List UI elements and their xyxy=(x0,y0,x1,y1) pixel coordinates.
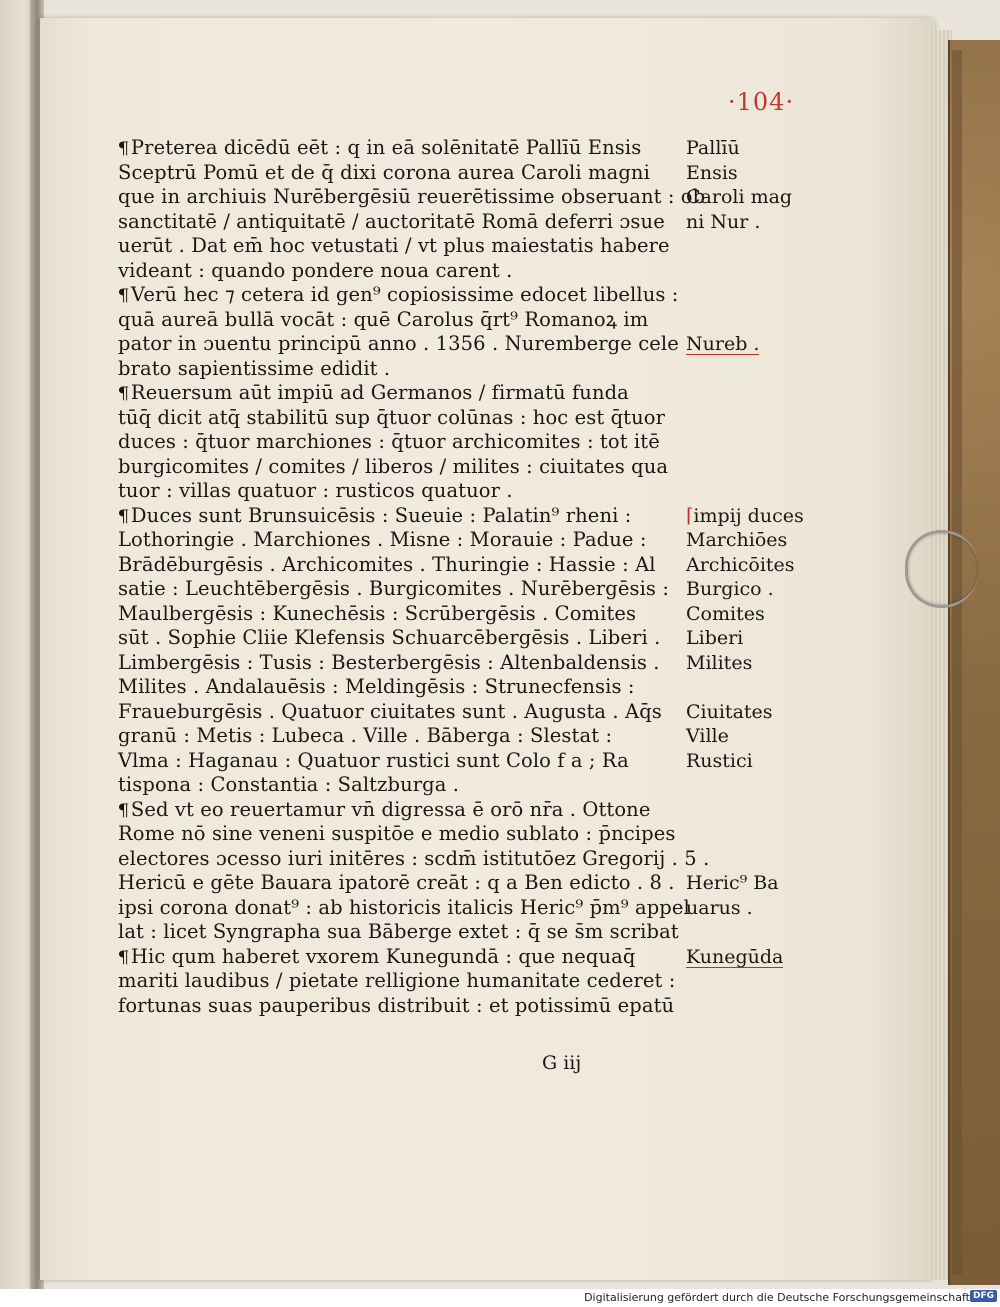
marginal-note: Ciuitates xyxy=(686,700,773,723)
marginal-spacer xyxy=(686,259,826,284)
marginal-spacer xyxy=(686,920,826,945)
pilcrow-icon: ¶ xyxy=(117,506,130,527)
marginal-spacer xyxy=(686,822,826,847)
text-line: Maulbergēsis : Kunechēsis : Scrūbergēsis . Comites xyxy=(118,601,637,625)
marginal-spacer xyxy=(686,798,826,823)
marginal-note xyxy=(686,945,826,970)
text-line: ¶Verū hec ⁊ cetera id gen⁹ copiosissime edocet libellus : xyxy=(118,283,678,308)
main-text xyxy=(117,136,710,1018)
marginal-spacer xyxy=(686,675,826,700)
marginal-note: Heric⁹ Ba xyxy=(686,872,779,894)
text-line: sanctitatē / antiquitatē / auctoritatē Romā deferri ɔsue xyxy=(118,209,665,233)
page-clip xyxy=(905,530,978,608)
text-line: videant : quando pondere noua carent . xyxy=(118,258,513,282)
text-line: Vlma : Haganau : Quatuor rustici sunt Colo f a ; Ra xyxy=(118,748,629,772)
text-line: quā aureā bullā vocāt : quē Carolus q̄rt⁹ Romanoꝝ im xyxy=(118,307,649,331)
text-line: ipsi corona donat⁹ : ab historicis italicis Heric⁹ p̄m⁹ appel xyxy=(118,895,690,919)
marginal-note: Ville xyxy=(686,725,729,747)
text-line: fortunas suas pauperibus distribuit : et potissimū epatū xyxy=(118,993,675,1017)
marginal-spacer xyxy=(686,308,826,333)
text-line: pator in ɔuentu principū anno . 1356 . Nuremberge cele xyxy=(118,332,679,355)
marginal-note: Pallīū xyxy=(686,137,740,159)
text-line: tispona : Constantia : Saltzburga . xyxy=(118,773,460,796)
marginal-spacer xyxy=(686,479,826,504)
text-line: Sceptrū Pomū et de q̄ dixi corona aurea Caroli magni xyxy=(118,160,650,184)
text-line: ¶Duces sunt Brunsuicēsis : Sueuie : Palatin⁹ rheni : xyxy=(118,504,678,529)
marginal-note: ni Nur . xyxy=(686,210,761,233)
text-line: lat : licet Syngrapha sua Bāberge extet : q̄ se s̄m scribat xyxy=(118,920,679,943)
text-line: uerūt . Dat em̄ hoc vetustati / vt plus maiestatis habere xyxy=(118,234,670,257)
text-line: Milites . Andalauēsis : Meldingēsis : Strunecfensis : xyxy=(118,675,635,698)
text-line: brato sapientissime edidit . xyxy=(118,356,391,380)
marginal-note: Caroli mag xyxy=(686,186,793,208)
marginal-note: Rustici xyxy=(686,749,753,772)
marginal-spacer xyxy=(686,406,826,431)
marginal-spacer xyxy=(686,381,826,406)
marginal-note: Comites xyxy=(686,602,765,625)
marginal-spacer xyxy=(686,773,826,798)
pilcrow-icon: ¶ xyxy=(117,139,130,159)
funding-credit: Digitalisierung gefördert durch die Deutsche Forschungsgemeinschaft xyxy=(584,1291,970,1304)
text-line: granū : Metis : Lubeca . Ville . Bāberga : Slestat : xyxy=(118,724,613,747)
marginal-spacer xyxy=(686,847,826,872)
marginal-note: Milites xyxy=(686,651,753,674)
text-line: Rome nō sine veneni suspitōe e medio sublato : p̄ncipes xyxy=(118,822,676,845)
text-line: tuor : villas quatuor : rusticos quatuor . xyxy=(118,479,513,502)
marginal-spacer xyxy=(686,283,826,308)
folio-number: ·104· xyxy=(728,88,795,116)
text-line: Limbergēsis : Tusis : Besterbergēsis : Altenbaldensis . xyxy=(118,650,660,674)
text-line: ¶Reuersum aūt impiū ad Germanos / firmatū funda xyxy=(118,381,678,406)
marginal-note: Ensis xyxy=(686,161,738,184)
text-line: sūt . Sophie Cliie Klefensis Schuarcēbergēsis . Liberi . xyxy=(118,626,661,649)
cover-shadow xyxy=(952,50,962,1275)
pilcrow-icon: ¶ xyxy=(117,947,130,968)
marginal-note: Burgico . xyxy=(686,578,774,600)
marginal-spacer xyxy=(686,234,826,259)
marginal-note xyxy=(686,332,826,357)
marginal-spacer xyxy=(686,455,826,480)
text-line: Lothoringie . Marchiones . Misne : Morauie : Padue : xyxy=(118,528,647,551)
bracket-mark: ⌈ xyxy=(686,504,694,527)
marginal-note-text: Kunegūda xyxy=(686,945,784,968)
marginal-note: ⌈impij duces xyxy=(686,504,804,527)
pilcrow-icon: ¶ xyxy=(117,800,130,821)
text-line: Hericū e gēte Bauara ipatorē creāt : q a Ben edicto . 8 . xyxy=(118,871,675,894)
pilcrow-icon: ¶ xyxy=(117,384,130,404)
marginal-spacer xyxy=(686,357,826,382)
dfg-logo: DFG xyxy=(970,1290,997,1302)
text-line: Fraueburgēsis . Quatuor ciuitates sunt . Augusta . Aq̄s xyxy=(118,699,662,723)
marginal-note-text: Nureb . xyxy=(686,333,760,355)
text-line: ¶Sed vt eo reuertamur vn̄ digressa ē orō nr̄a . Ottone xyxy=(118,798,678,823)
marginal-spacer xyxy=(686,430,826,455)
marginalia xyxy=(686,136,826,969)
text-line: burgicomites / comites / liberos / milites : ciuitates qua xyxy=(118,454,669,478)
text-line: que in archiuis Nurēbergēsiū reuerētissime obseruant : ob xyxy=(118,185,706,208)
marginal-note: Marchiōes xyxy=(686,529,788,551)
text-line: Brādēburgēsis . Archicomites . Thuringie : Hassie : Al xyxy=(118,552,656,576)
text-line: duces : q̄tuor marchiones : q̄tuor archicomites : tot itē xyxy=(118,430,660,453)
text-line: ¶Hic qum haberet vxorem Kunegundā : que nequaq̄ xyxy=(118,945,678,970)
text-line: satie : Leuchtēbergēsis . Burgicomites . Nurēbergēsis : xyxy=(118,577,669,600)
text-line: ¶Preterea dicēdū eēt : q in eā solēnitatē Pallīū Ensis xyxy=(118,136,678,161)
marginal-note: uarus . xyxy=(686,896,753,919)
text-line: tūq̄ dicit atq̄ stabilitū sup q̄tuor colūnas : hoc est q̄tuor xyxy=(118,405,666,429)
catchword: G iij xyxy=(542,1052,582,1074)
text-line: mariti laudibus / pietate relligione humanitate cederet : xyxy=(118,969,676,992)
pilcrow-icon: ¶ xyxy=(117,286,130,306)
marginal-note: Liberi xyxy=(686,627,744,649)
text-line: electores ɔcesso iuri initēres : scdm̄ istitutōez Gregorij . 5 . xyxy=(118,846,710,870)
marginal-note: Archicōites xyxy=(686,553,795,576)
